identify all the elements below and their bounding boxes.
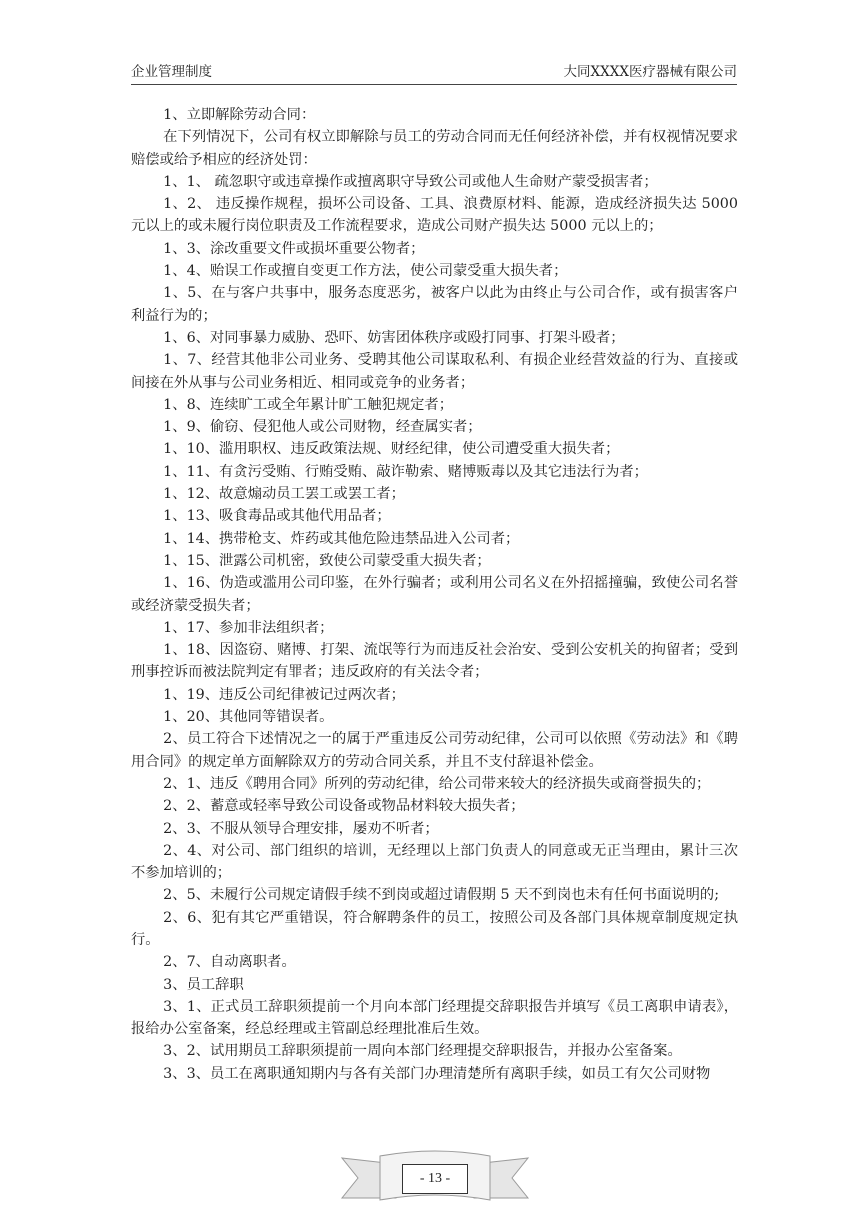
paragraph: 1、立即解除劳动合同： [163,107,316,123]
paragraph: 1、9、偷窃、侵犯他人或公司财物，经查属实者； [163,419,482,436]
paragraph: 3、员工辞职 [163,976,244,993]
page-header [131,62,737,85]
paragraph: 1、10、滥用职权、违反政策法规、财经纪律，使公司遭受重大损失者； [163,441,620,458]
header-company-name: 大同XXXX医疗器械有限公司 [563,64,737,80]
page-footer [0,1148,868,1210]
paragraph: 1、1、 疏忽职守或违章操作或擅离职守导致公司或他人生命财产蒙受损害者； [163,173,658,190]
paragraph: 1、16、伪造或滥用公司印鉴，在外行骗者；或利用公司名义在外招摇撞骗，致使公司名誉或经济蒙受损失者； [131,575,738,614]
paragraph: 1、11、有贪污受贿、行贿受贿、敲诈勒索、赌博贩毒以及其它违法行为者； [163,463,648,480]
page-number: - 13 - [402,1164,468,1194]
paragraph: 2、员工符合下述情况之一的属于严重违反公司劳动纪律，公司可以依照《劳动法》和《聘用合同》的规定单方面解除双方的劳动合同关系，并且不支付辞退补偿金。 [131,731,738,770]
paragraph: 1、4、贻误工作或擅自变更工作方法，使公司蒙受重大损失者； [163,263,568,280]
paragraph: 3、3、员工在离职通知期内与各有关部门办理清楚所有离职手续，如员工有欠公司财物 [163,1065,711,1082]
paragraph: 1、20、其他同等错误者。 [163,709,334,726]
paragraph: 1、13、吸食毒品或其他代用品者； [163,508,391,525]
paragraph: 1、14、携带枪支、炸药或其他危险违禁品进入公司者； [163,530,520,547]
paragraph: 2、1、违反《聘用合同》所列的劳动纪律，给公司带来较大的经济损失或商誉损失的； [163,775,711,792]
paragraph: 1、7、经营其他非公司业务、受聘其他公司谋取私利、有损企业经营效益的行为、直接或间接在外从事与公司业务相近、相同或竞争的业务者； [131,352,738,391]
paragraph: 2、7、自动离职者。 [163,954,296,971]
paragraph: 1、19、违反公司纪律被记过两次者； [163,686,405,703]
paragraph: 3、1、正式员工辞职须提前一个月向本部门经理提交辞职报告并填写《员工离职申请表》，报给办公室备案，经总经理或主管副总经理批准后生效。 [131,998,738,1038]
paragraph: 1、17、参加非法组织者； [163,619,334,636]
document-body [131,104,738,1085]
paragraph: 2、2、蓄意或轻率导致公司设备或物品材料较大损失者； [163,798,525,815]
paragraph: 2、5、未履行公司规定请假手续不到岗或超过请假期 5 天不到岗也未有任何书面说明的; [163,887,720,904]
paragraph: 1、2、 违反操作规程，损坏公司设备、工具、浪费原材料、能源，造成经济损失达 5000元以上的或未履行岗位职责及工作流程要求，造成公司财产损失达 5000 元以上的； [131,196,738,235]
paragraph: 2、3、不服从领导合理安排，屡劝不听者； [163,820,439,837]
paragraph: 1、8、连续旷工或全年累计旷工触犯规定者； [163,396,454,413]
paragraph: 1、6、对同事暴力威胁、恐吓、妨害团体秩序或殴打同事、打架斗殴者； [163,329,625,346]
paragraph: 在下列情况下，公司有权立即解除与员工的劳动合同而无任何经济补偿，并有权视情况要求赔偿或给予相应的经济处罚： [131,129,738,168]
paragraph: 3、2、试用期员工辞职须提前一周向本部门经理提交辞职报告，并报办公室备案。 [163,1043,682,1060]
header-left-title: 企业管理制度 [131,64,212,80]
paragraph: 1、18、因盗窃、赌博、打架、流氓等行为而违反社会治安、受到公安机关的拘留者；受到刑事控诉而被法院判定有罪者；违反政府的有关法令者； [131,642,738,681]
paragraph: 1、3、涂改重要文件或损坏重要公物者； [163,240,425,257]
paragraph: 1、5、在与客户共事中，服务态度恶劣，被客户以此为由终止与公司合作，或有损害客户利益行为的； [131,285,738,324]
paragraph: 2、6、犯有其它严重错误，符合解聘条件的员工，按照公司及各部门具体规章制度规定执行。 [131,909,738,948]
paragraph: 2、4、对公司、部门组织的培训，无经理以上部门负责人的同意或无正当理由，累计三次不参加培训的； [131,842,738,882]
paragraph: 1、15、泄露公司机密，致使公司蒙受重大损失者； [163,552,491,569]
paragraph: 1、12、故意煽动员工罢工或罢工者； [163,486,405,503]
